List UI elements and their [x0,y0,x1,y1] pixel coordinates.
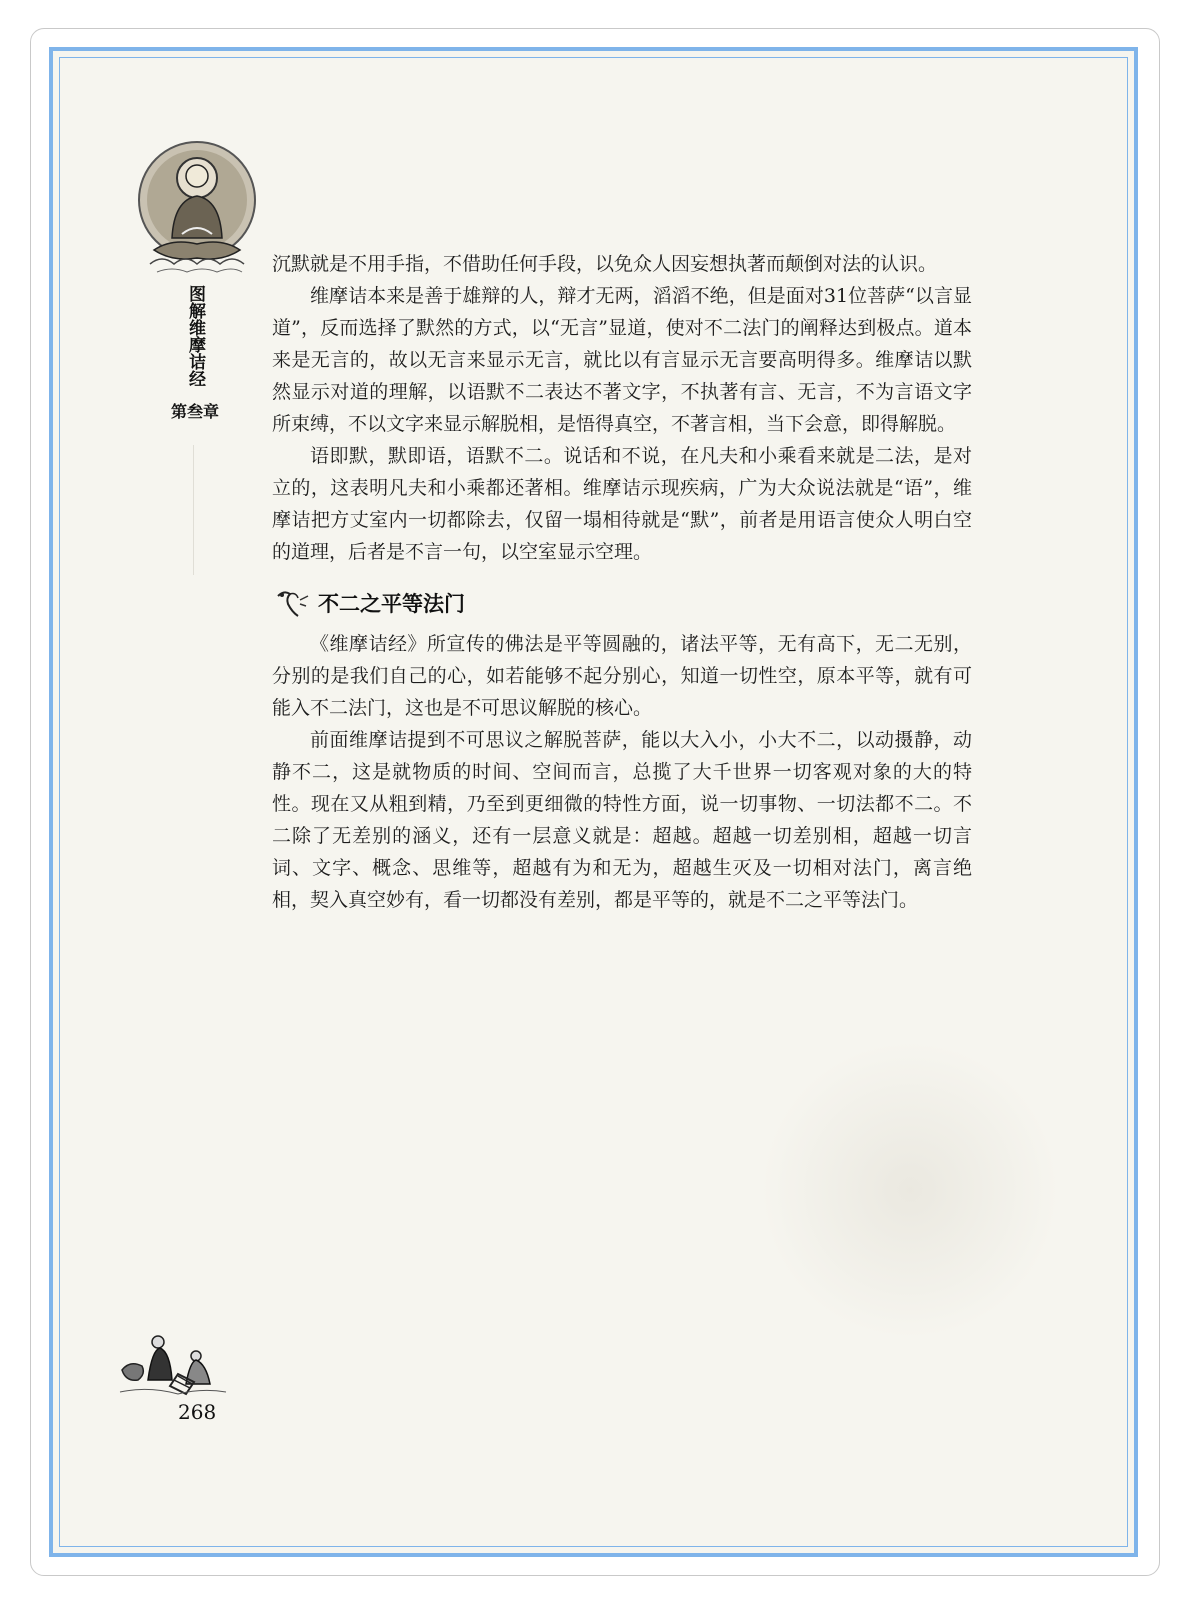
main-text [272,248,972,916]
paper-smudge [760,1040,1060,1340]
book-title: 图解维摩诘经 [185,285,205,387]
sidebar-title-block [170,285,220,422]
chapter-label: 第叁章 [170,402,219,421]
sidebar-rule [193,445,194,575]
page-number: 268 [178,1400,217,1424]
section-heading [272,582,972,626]
monks-illustration-icon [118,1330,228,1398]
bird-ornament-icon [272,586,314,622]
paragraph-5: 前面维摩诘提到不可思议之解脱菩萨，能以大入小，小大不二，以动摄静，动静不二，这是就物质的时间、空间而言，总揽了大千世界一切客观对象的大的特性。现在又从粗到精，乃至到更细微的特性方面，说一切事物、一切法都不二。不二除了无差别的涵义，还有一层意义就是：超越。超越一切差别相，超越一切言词、文字、概念、思维等，超越有为和无为，超越生灭及一切相对法门，离言绝相，契入真空妙有，看一切都没有差别，都是平等的，就是不二之平等法门。 [272,729,972,911]
buddha-emblem-icon [132,138,262,278]
section-title: 不二之平等法门 [318,592,465,616]
paragraph-3: 语即默，默即语，语默不二。说话和不说，在凡夫和小乘看来就是二法，是对立的，这表明凡夫和小乘都还著相。维摩诘示现疾病，广为大众说法就是“语”，维摩诘把方丈室内一切都除去，仅留一塌相待就是“默”，前者是用语言使众人明白空的道理，后者是不言一句，以空室显示空理。 [272,445,972,563]
paragraph-4: 《维摩诘经》所宣传的佛法是平等圆融的，诸法平等，无有高下，无二无别，分别的是我们自己的心，如若能够不起分别心，知道一切性空，原本平等，就有可能入不二法门，这也是不可思议解脱的核心。 [272,633,972,719]
paragraph-2: 维摩诘本来是善于雄辩的人，辩才无两，滔滔不绝，但是面对31位菩萨“以言显道”，反而选择了默然的方式，以“无言”显道，使对不二法门的阐释达到极点。道本来是无言的，故以无言来显示无言，就比以有言显示无言要高明得多。维摩诘以默然显示对道的理解，以语默不二表达不著文字，不执著有言、无言，不为言语文字所束缚，不以文字来显示解脱相，是悟得真空，不著言相，当下会意，即得解脱。 [272,285,972,435]
paragraph-1: 沉默就是不用手指，不借助任何手段，以免众人因妄想执著而颠倒对法的认识。 [272,253,938,275]
